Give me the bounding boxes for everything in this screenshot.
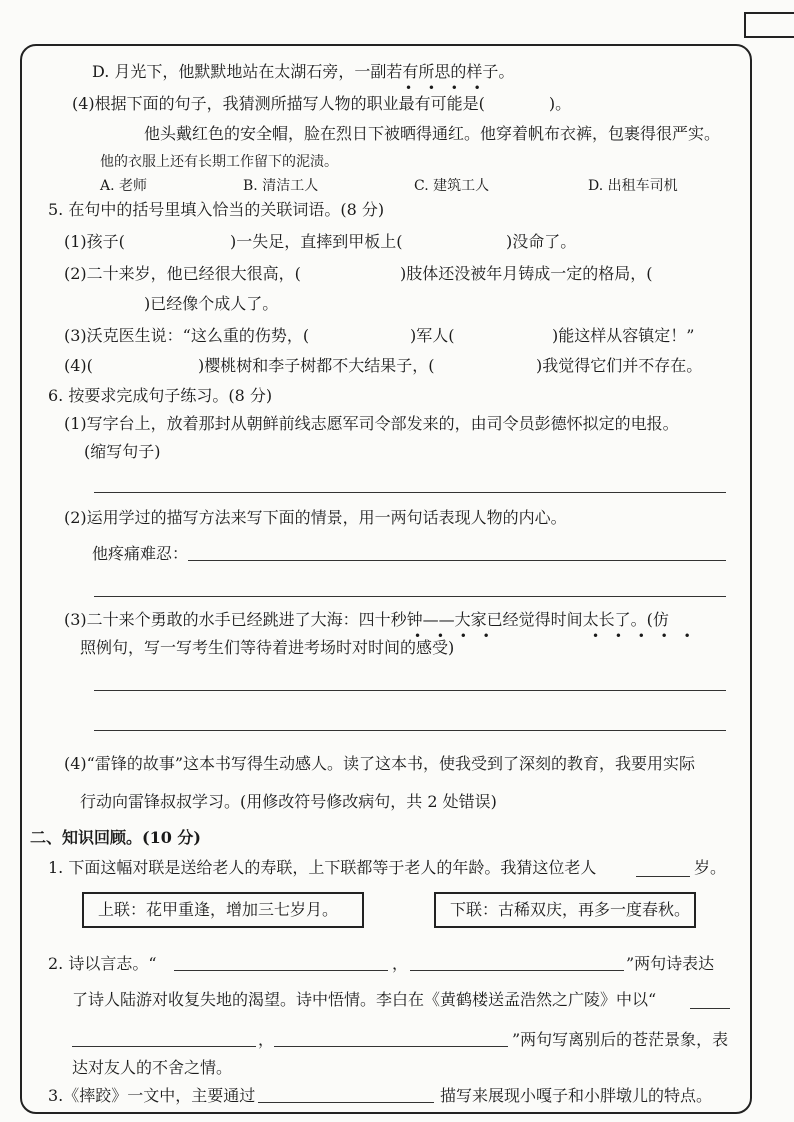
- answer-line[interactable]: [94, 730, 726, 731]
- q5-2c: )已经像个成人了。: [144, 294, 279, 313]
- q6-2: (2)运用学过的描写方法来写下面的情景，用一两句话表现人物的内心。: [64, 508, 567, 527]
- question-3-4: (4)根据下面的句子，我猜测所描写人物的职业最有可能是( )。: [72, 94, 572, 113]
- passage-line-2: 他的衣服上还有长期工作留下的泥渍。: [100, 154, 338, 170]
- q5-1a: (1)孩子(: [64, 232, 125, 251]
- poem-answer-line[interactable]: [174, 970, 388, 971]
- poem-answer-line[interactable]: [72, 1046, 256, 1047]
- q6-3a: (3)二十来个勇敢的水手已经跳进了大海：四十秒钟——大家已经觉得时间太长了。(仿: [64, 610, 669, 629]
- q6-1: (1)写字台上，放着那封从朝鲜前线志愿军司令部发来的，由司令员彭德怀拟定的电报。: [64, 414, 679, 433]
- answer-line[interactable]: [188, 560, 726, 561]
- option-c[interactable]: C. 建筑工人: [414, 178, 490, 194]
- emphasis-dots: • • • •: [405, 81, 487, 95]
- question-5-title: 5. 在句中的括号里填入恰当的关联词语。(8 分): [48, 200, 385, 219]
- q5-2a: (2)二十来岁，他已经很大很高，(: [64, 264, 301, 283]
- emphasis-dots: • • • • •: [592, 629, 697, 643]
- answer-line[interactable]: [258, 1102, 434, 1103]
- answer-line[interactable]: [94, 690, 726, 691]
- q6-1-note: (缩写句子): [84, 442, 161, 461]
- couplet-upper-box: 上联：花甲重逢，增加三七岁月。: [82, 892, 364, 928]
- q5-3b: )军人(: [410, 326, 455, 345]
- couplet-lower-box: 下联：古稀双庆，再多一度春秋。: [434, 892, 696, 928]
- poem-answer-line[interactable]: [690, 1008, 730, 1009]
- q5-3a: (3)沃克医生说：“这么重的伤势，(: [64, 326, 310, 345]
- emphasis-dots: • • • •: [414, 629, 496, 643]
- q6-3b: 照例句，写一写考生们等待着进考场时对时间的感受): [80, 638, 455, 657]
- q5-4a: (4)(: [64, 356, 93, 375]
- p2-q2d: ”两句写离别后的苍茫景象，表: [512, 1030, 729, 1049]
- option-d[interactable]: D. 出租车司机: [588, 178, 678, 194]
- q5-3c: )能这样从容镇定！”: [552, 326, 695, 345]
- age-answer-line[interactable]: [636, 876, 690, 877]
- question-6-title: 6. 按要求完成句子练习。(8 分): [48, 386, 273, 405]
- q5-2b: )肢体还没被年月铸成一定的格局，(: [400, 264, 653, 283]
- p2-q2c: 了诗人陆游对收复失地的渴望。诗中悟情。李白在《黄鹤楼送孟浩然之广陵》中以“: [72, 990, 657, 1009]
- section-2-title: 二、知识回顾。(10 分): [30, 828, 201, 847]
- p2-q1-end: 岁。: [694, 858, 727, 877]
- option-d-moonlight: D. 月光下，他默默地站在太湖石旁，一副若有所思的样子。: [92, 62, 515, 81]
- answer-line[interactable]: [94, 492, 726, 493]
- q6-4a: (4)“雷锋的故事”这本书写得生动感人。读了这本书，使我受到了深刻的教育，我要用实际: [64, 754, 696, 773]
- p2-q1: 1. 下面这幅对联是送给老人的寿联，上下联都等于老人的年龄。我猜这位老人: [48, 858, 597, 877]
- corner-tab: [744, 12, 794, 38]
- option-a[interactable]: A. 老师: [100, 178, 148, 194]
- p2-q2-comma2: ，: [258, 1030, 275, 1049]
- p2-q3b: 描写来展现小嘎子和小胖墩儿的特点。: [440, 1086, 713, 1105]
- p2-q2a: 2. 诗以言志。“: [48, 954, 157, 973]
- passage-line-1: 他头戴红色的安全帽，脸在烈日下被晒得通红。他穿着帆布衣裤，包裹得很严实。: [144, 124, 721, 143]
- q5-4c: )我觉得它们并不存在。: [536, 356, 703, 375]
- answer-line[interactable]: [94, 596, 726, 597]
- option-b[interactable]: B. 清洁工人: [243, 178, 319, 194]
- p2-q3a: 3.《摔跤》一文中，主要通过: [48, 1086, 256, 1105]
- p2-q2e: 达对友人的不舍之情。: [72, 1058, 233, 1077]
- poem-answer-line[interactable]: [274, 1046, 508, 1047]
- poem-answer-line[interactable]: [410, 970, 624, 971]
- q5-4b: )樱桃树和李子树都不大结果子，(: [198, 356, 435, 375]
- q5-1b: )一失足，直摔到甲板上(: [230, 232, 403, 251]
- q5-1c: )没命了。: [506, 232, 577, 251]
- q6-2-prefix: 他疼痛难忍：: [92, 544, 189, 563]
- p2-q2-comma: ，: [392, 954, 409, 973]
- q6-4b: 行动向雷锋叔叔学习。(用修改符号修改病句，共 2 处错误): [80, 792, 497, 811]
- p2-q2b: ”两句诗表达: [626, 954, 715, 973]
